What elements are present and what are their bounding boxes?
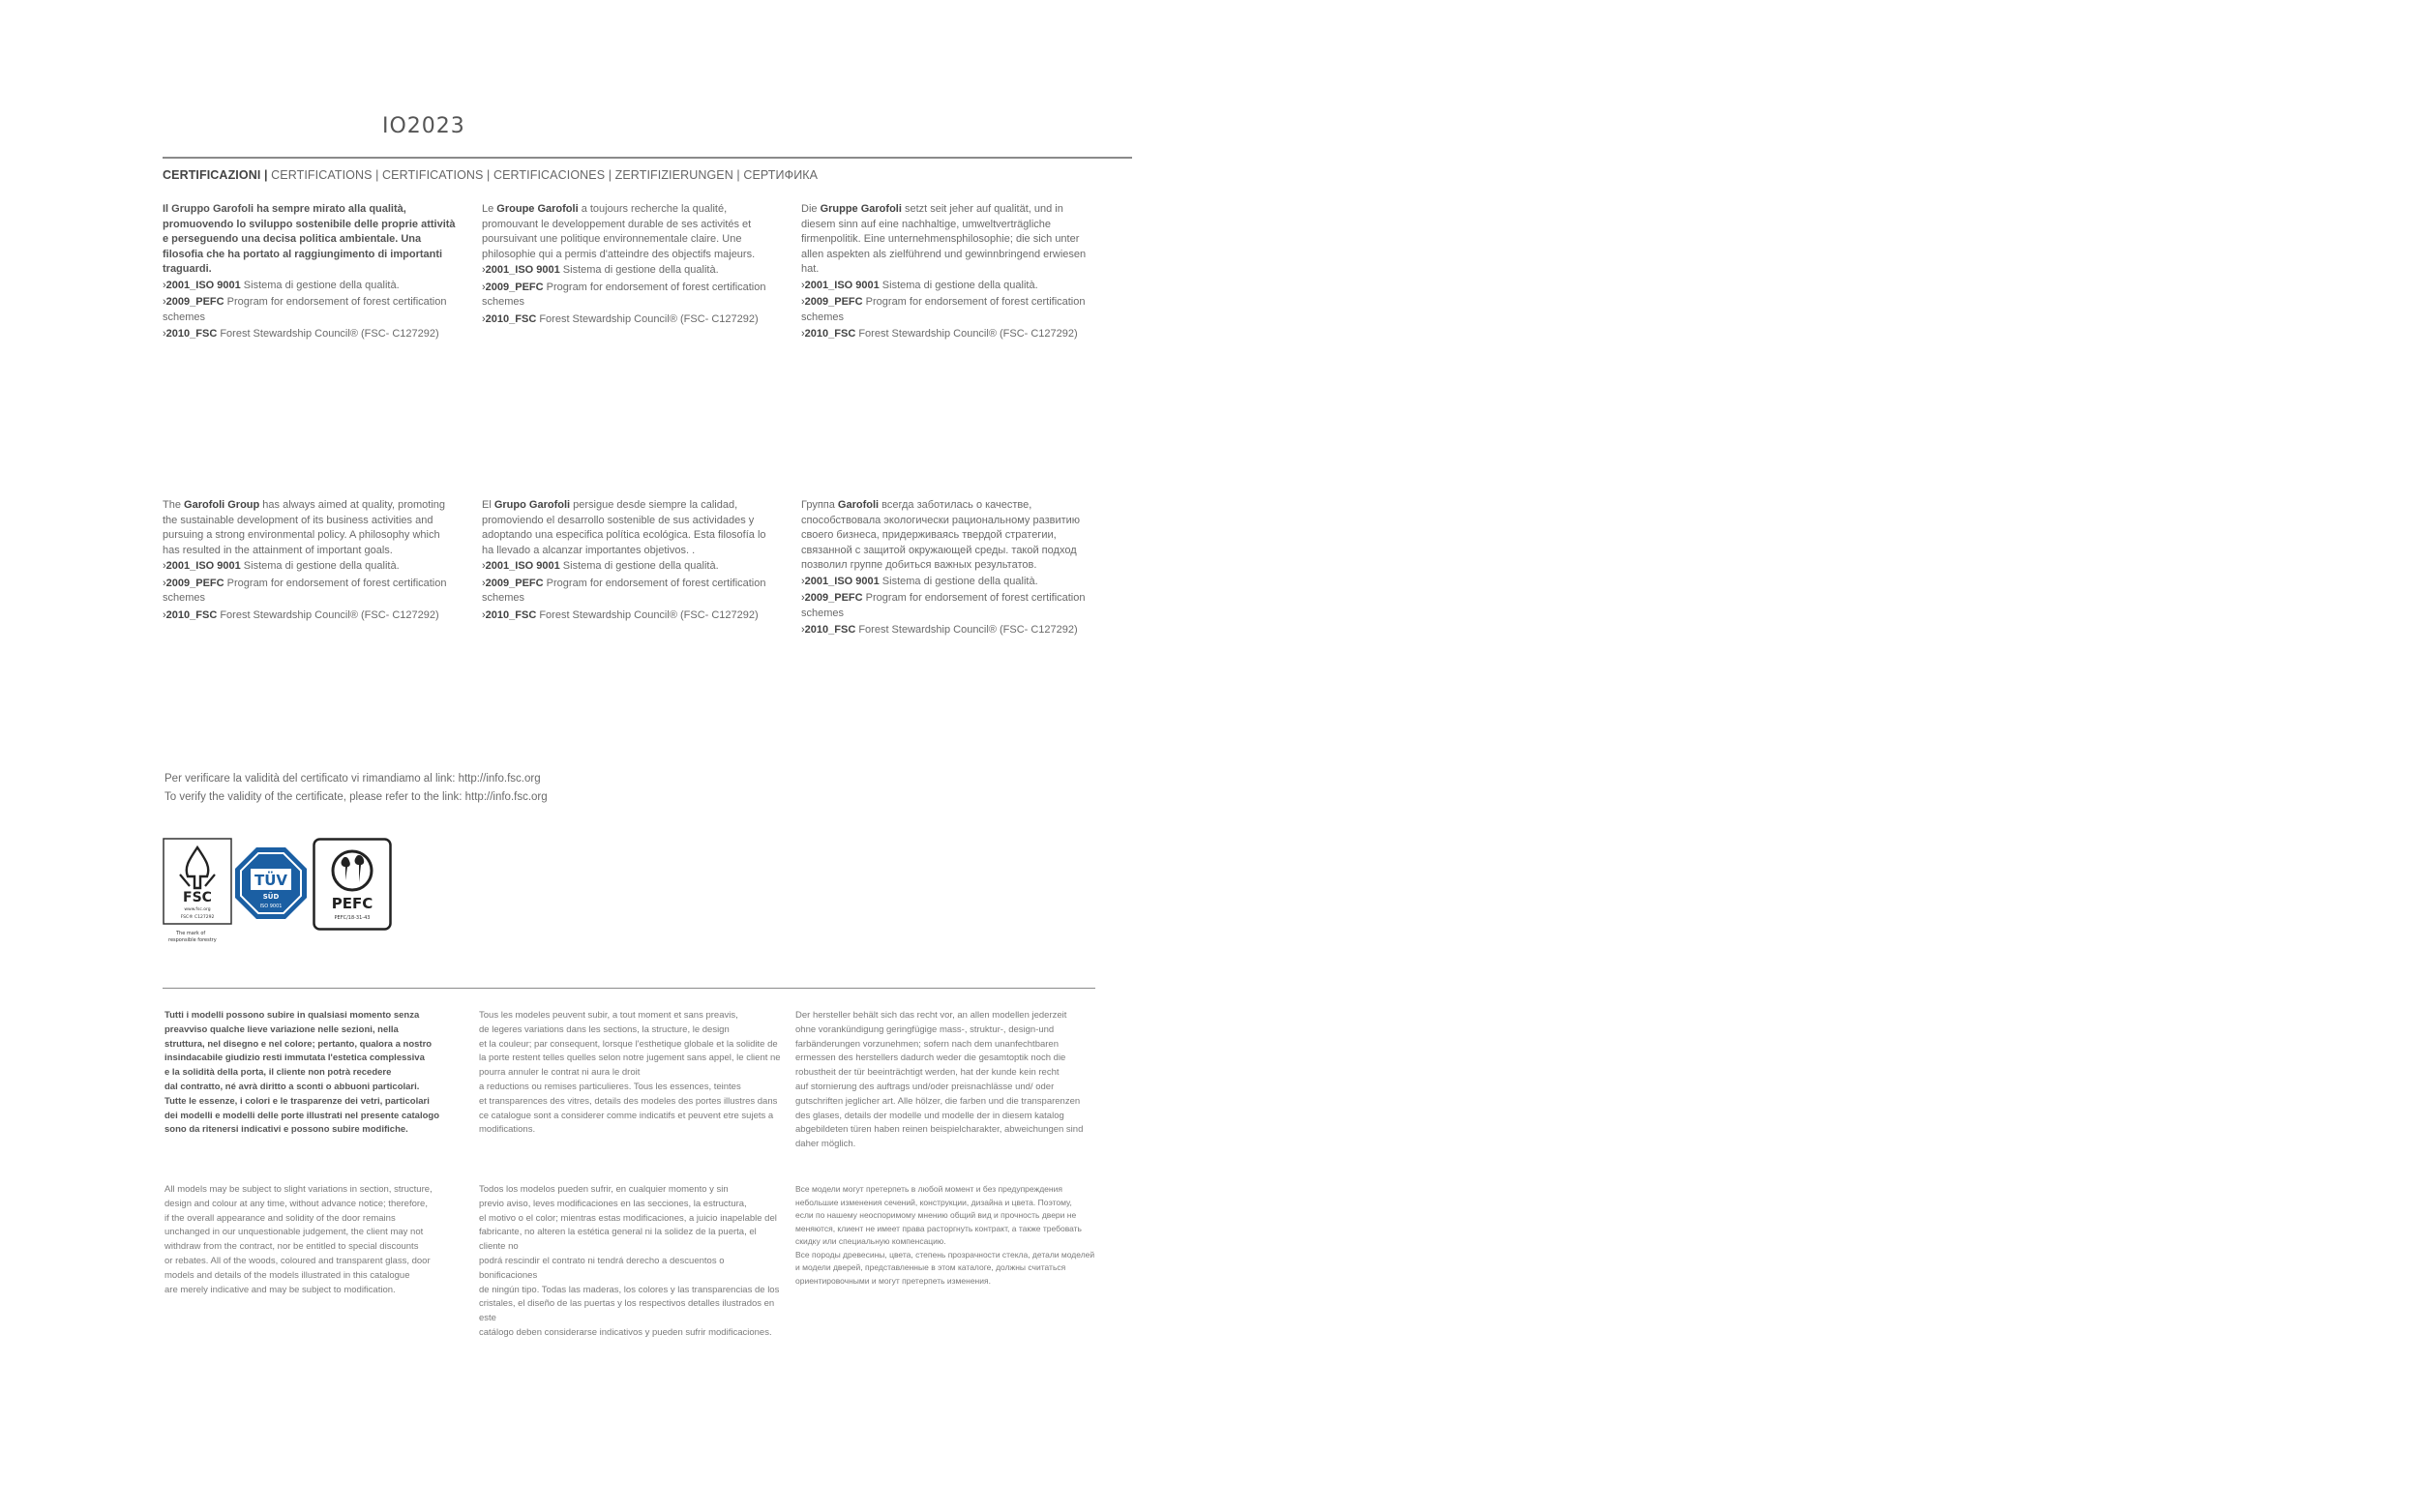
brand-name: Gruppe Garofoli bbox=[820, 203, 902, 215]
certificate-code: 2010_FSC bbox=[804, 328, 856, 340]
intro-post: persigue desde siempre la calidad, promoviendo el desarrollo sostenible de sus actividades y adoptando una especifica política ecológica. Esta filosofía lo ha llevado a alcanzar importantes objetivos. . bbox=[482, 499, 766, 556]
certifications-heading bbox=[163, 168, 818, 182]
cert-block-french bbox=[482, 202, 777, 329]
certificate-description: Sistema di gestione della qualità. bbox=[559, 560, 719, 572]
arrow-icon: › bbox=[801, 592, 805, 604]
intro-pre: The bbox=[163, 499, 185, 511]
certificate-code: 2001_ISO 9001 bbox=[485, 264, 560, 276]
certificate-description: Forest Stewardship Council® (FSC- C127292) bbox=[855, 328, 1078, 340]
intro-text: Il Gruppo Garofoli ha sempre mirato alla qualità, promuovendo lo sviluppo sostenibile delle proprie attività e perseguendo una decisa politica ambientale. Una filosofia che ha portato al raggiungimento di importanti traguardi. bbox=[163, 203, 456, 275]
certificate-code: 2009_PEFC bbox=[165, 577, 224, 589]
certificate-code: 2010_FSC bbox=[165, 328, 218, 340]
pefc-name: PEFC bbox=[331, 895, 373, 912]
arrow-icon: › bbox=[482, 312, 486, 325]
arrow-icon: › bbox=[801, 624, 805, 636]
intro-post: a toujours recherche la qualité, promouvant le developpement durable de ses activités et poursuivant une politique environnementale claire. Une philosophie qui a permis d'atteindre des objectifs majeurs. bbox=[482, 203, 756, 260]
certificate-item bbox=[163, 608, 458, 624]
arrow-icon: › bbox=[163, 560, 166, 572]
certificate-item bbox=[482, 281, 777, 311]
intro-pre: El bbox=[482, 499, 494, 511]
tuv-logo bbox=[233, 845, 309, 921]
certificate-item bbox=[801, 623, 1096, 638]
pefc-logo bbox=[313, 838, 392, 931]
certificate-description: Sistema di gestione della qualità. bbox=[240, 279, 400, 291]
certificate-description: Forest Stewardship Council® (FSC- C127292) bbox=[536, 608, 759, 621]
arrow-icon: › bbox=[163, 328, 166, 340]
arrow-icon: › bbox=[163, 608, 166, 621]
intro-post: всегда заботилась о качестве, способствовала экологически рациональному развитию своего бизнеса, придерживаясь твердой стратегии, связанной с защитой окружающей среды. такой подход позволил группе добиться важных результатов. bbox=[801, 499, 1081, 571]
certificate-item bbox=[801, 327, 1096, 342]
certificate-description: Program for endorsement of forest certification schemes bbox=[801, 296, 1086, 323]
certificate-item bbox=[801, 591, 1096, 621]
certificate-code: 2010_FSC bbox=[804, 624, 856, 636]
verify-link-text-it: Per verificare la validità del certificato vi rimandiamo al link: http://info.fsc.org bbox=[164, 773, 541, 785]
disclaimer-spanish: Todos los modelos pueden sufrir, en cualquier momento y sin previo aviso, leves modificaciones en las secciones, la estructura, el motivo o el color; mientras estas modificaciones, a juicio inapelable del fabricante, no alteren la estética general ni la solidez de la puerta, el cliente no podrá rescindir el contrato ni tendrá derecho a descuentos o bonificaciones de ningún tipo. Todas las maderas, los colores y las transparencias de los cristales, el diseño de las puertas y los respectivos detalles ilustrados en este catálogo deben considerarse indicativos y pueden sufrir modificaciones. bbox=[479, 1184, 780, 1338]
disclaimer-russian: Все модели могут претерпеть в любой момент и без предупреждения небольшие изменения сечений, конструкции, дизайна и цвета. Поэтому, если по нашему неоспоримому мнению общий вид и прочность двери не меняются, клиент не имеет права расторгнуть контракт, а также требовать скидку или специальную компенсацию. Все породы древесины, цвета, степень прозрачности стекла, детали моделей и модели дверей, представленные в этом каталоге, должны считаться ориентировочными и могут претерпеть изменения. bbox=[795, 1184, 1095, 1286]
certificate-item bbox=[482, 312, 777, 328]
tuv-name: TÜV bbox=[254, 872, 288, 889]
certificate-item bbox=[801, 575, 1096, 590]
fsc-logo bbox=[163, 838, 232, 949]
intro-post: has always aimed at quality, promoting the sustainable development of its business activities and pursuing a strong environmental policy. A philosophy which has resulted in the attainment of important goals. bbox=[163, 499, 446, 556]
brand-name: Groupe Garofoli bbox=[496, 203, 579, 215]
arrow-icon: › bbox=[482, 560, 486, 572]
tuv-sub: SÜD bbox=[262, 893, 280, 901]
certificate-code: 2009_PEFC bbox=[804, 592, 863, 604]
arrow-icon: › bbox=[801, 328, 805, 340]
certificate-code: 2001_ISO 9001 bbox=[165, 279, 241, 291]
certificate-description: Forest Stewardship Council® (FSC- C127292) bbox=[536, 312, 759, 325]
disclaimer-french: Tous les modeles peuvent subir, a tout moment et sans preavis, de legeres variations dans les sections, la structure, le design et la couleur; par consequent, lorsque l'esthetique globale et la solidite de la porte restent telles quelles selon notre jugement sans appel, le client ne pourra annuler le contrat ni aura le droit a reductions ou remises particulieres. Tous les essences, teintes et transparences des vitres, details des modeles des portes illustres dans ce catalogue sont a considerer comme indicatifs et peuvent etre sujets a modifications. bbox=[479, 1010, 781, 1136]
certificate-description: Forest Stewardship Council® (FSC- C127292) bbox=[217, 608, 439, 621]
pefc-trees-icon bbox=[313, 838, 392, 931]
certificate-code: 2001_ISO 9001 bbox=[485, 560, 560, 572]
certificate-code: 2009_PEFC bbox=[485, 281, 544, 293]
certificate-description: Program for endorsement of forest certification schemes bbox=[482, 577, 766, 604]
fsc-caption-line1: The mark of bbox=[176, 931, 206, 936]
cert-block-italian bbox=[163, 202, 458, 344]
certificate-code: 2001_ISO 9001 bbox=[804, 575, 880, 587]
tuv-octagon-icon bbox=[233, 845, 309, 921]
cert-block-spanish bbox=[482, 498, 777, 625]
document-code: IO2023 bbox=[382, 114, 465, 138]
disclaimer-italian: Tutti i modelli possono subire in qualsiasi momento senza preavviso qualche lieve variazione nelle sezioni, nella struttura, nel disegno e nel colore; pertanto, qualora a nostro insindacabile giudizio resti immutata l'estetica complessiva e la solidità della porta, il cliente non potrà recedere dal contratto, né avrà diritto a sconti o abbuoni particolari. Tutte le essenze, i colori e le trasparenze dei vetri, particolari dei modelli e modelli delle porte illustrati nel presente catalogo sono da ritenersi indicativi e possono subire modifiche. bbox=[164, 1010, 440, 1136]
fsc-tree-icon bbox=[163, 838, 232, 949]
arrow-icon: › bbox=[163, 296, 166, 308]
certificate-code: 2001_ISO 9001 bbox=[165, 560, 241, 572]
certificate-description: Sistema di gestione della qualità. bbox=[240, 560, 400, 572]
arrow-icon: › bbox=[801, 279, 805, 291]
intro-text bbox=[482, 202, 777, 262]
cert-block-russian bbox=[801, 498, 1096, 640]
certificate-item bbox=[163, 327, 458, 342]
fsc-code: FSC® C127292 bbox=[180, 915, 215, 920]
arrow-icon: › bbox=[482, 281, 486, 293]
certifications-heading-it: CERTIFICAZIONI | bbox=[163, 168, 268, 182]
certificate-item bbox=[801, 295, 1096, 325]
cert-block-english bbox=[163, 498, 458, 625]
certificate-code: 2010_FSC bbox=[165, 608, 218, 621]
certificate-item bbox=[482, 608, 777, 624]
certificate-code: 2010_FSC bbox=[485, 608, 537, 621]
certificate-description: Program for endorsement of forest certification schemes bbox=[482, 281, 766, 308]
certification-logos bbox=[163, 838, 395, 949]
certificate-code: 2009_PEFC bbox=[804, 296, 863, 308]
certificate-list bbox=[801, 279, 1096, 342]
intro-text bbox=[801, 202, 1096, 278]
certificate-list bbox=[163, 279, 458, 342]
certificate-list bbox=[801, 575, 1096, 638]
tuv-iso: ISO 9001 bbox=[259, 904, 283, 909]
certificate-item bbox=[482, 559, 777, 575]
intro-pre: Le bbox=[482, 203, 497, 215]
certificate-description: Sistema di gestione della qualità. bbox=[559, 264, 719, 276]
arrow-icon: › bbox=[482, 577, 486, 589]
arrow-icon: › bbox=[482, 264, 486, 276]
intro-text bbox=[163, 498, 458, 558]
certificate-item bbox=[801, 279, 1096, 294]
intro-pre: Группа bbox=[801, 499, 838, 511]
arrow-icon: › bbox=[482, 608, 486, 621]
certificate-code: 2009_PEFC bbox=[485, 577, 544, 589]
pefc-code: PEFC/18-31-43 bbox=[334, 915, 371, 921]
certificate-code: 2009_PEFC bbox=[165, 296, 224, 308]
certificate-list bbox=[163, 559, 458, 623]
intro-text bbox=[482, 498, 777, 558]
certificate-description: Program for endorsement of forest certification schemes bbox=[163, 577, 447, 604]
brand-name: Garofoli Group bbox=[184, 499, 260, 511]
disclaimer-german: Der hersteller behält sich das recht vor, an allen modellen jederzeit ohne vorankündigung geringfügige mass-, struktur-, design-und farbänderungen vorzunehmen; sofern nach dem unanfechtbaren ermessen des herstellers dadurch weder die gesamtoptik noch die robustheit der tür beeinträchtigt werden, hat der kunde kein recht auf stornierung des auftrags und/oder preisnachlässe und/ oder gutschriften jeglicher art. Alle hölzer, die farben und die transparenzen des glases, details der modelle und modelle der in diesem katalog abgebildeten türen haben reinen beispielcharakter, abweichungen sind daher möglich. bbox=[795, 1010, 1084, 1150]
top-divider bbox=[163, 157, 1132, 159]
fsc-caption-line2: responsible forestry bbox=[168, 937, 217, 943]
certificate-item bbox=[163, 295, 458, 325]
brand-name: Grupo Garofoli bbox=[493, 499, 571, 511]
certificate-list bbox=[482, 263, 777, 327]
certificate-item bbox=[163, 577, 458, 607]
brand-name: Garofoli bbox=[837, 499, 880, 511]
arrow-icon: › bbox=[163, 577, 166, 589]
certificate-item bbox=[482, 577, 777, 607]
intro-text bbox=[801, 498, 1096, 574]
certificate-description: Program for endorsement of forest certification schemes bbox=[163, 296, 447, 323]
certificate-description: Forest Stewardship Council® (FSC- C127292) bbox=[217, 328, 439, 340]
certificate-item bbox=[163, 559, 458, 575]
fsc-site: www.fsc.org bbox=[184, 907, 211, 912]
disclaimer-divider bbox=[163, 988, 1095, 989]
certificate-code: 2010_FSC bbox=[485, 312, 537, 325]
certifications-heading-translations: CERTIFICATIONS | CERTIFICATIONS | CERTIFICACIONES | ZERTIFIZIERUNGEN | СЕРТИФИКА bbox=[267, 168, 819, 182]
verify-link-text-en: To verify the validity of the certificate, please refer to the link: http://info.fsc.org bbox=[164, 791, 548, 803]
arrow-icon: › bbox=[163, 279, 166, 291]
intro-post: setzt seit jeher auf qualität, und in diesem sinn auf eine nachhaltige, umweltverträgliche firmenpolitik. Eine unternehmensphilosophie; die sich unter allen aspekten als zielführend und gewinnbringend erwiesen hat. bbox=[801, 203, 1087, 275]
certificate-description: Forest Stewardship Council® (FSC- C127292) bbox=[855, 624, 1078, 636]
certificate-description: Program for endorsement of forest certification schemes bbox=[801, 592, 1086, 619]
fsc-name: FSC bbox=[183, 890, 212, 905]
certificate-item bbox=[163, 279, 458, 294]
certificate-description: Sistema di gestione della qualità. bbox=[879, 575, 1038, 587]
intro-pre: Die bbox=[801, 203, 821, 215]
certificate-item bbox=[482, 263, 777, 279]
certificate-list bbox=[482, 559, 777, 623]
arrow-icon: › bbox=[801, 296, 805, 308]
cert-block-german bbox=[801, 202, 1096, 344]
certificate-code: 2001_ISO 9001 bbox=[804, 279, 880, 291]
arrow-icon: › bbox=[801, 575, 805, 587]
certificate-description: Sistema di gestione della qualità. bbox=[879, 279, 1038, 291]
disclaimer-english: All models may be subject to slight variations in section, structure, design and colour at any time, without advance notice; therefore, if the overall appearance and solidity of the door remains unchanged in our unquestionable judgement, the client may not withdraw from the contract, nor be entitled to special discounts or rebates. All of the woods, coloured and transparent glass, door models and details of the models illustrated in this catalogue are merely indicative and may be subject to modification. bbox=[164, 1184, 433, 1295]
